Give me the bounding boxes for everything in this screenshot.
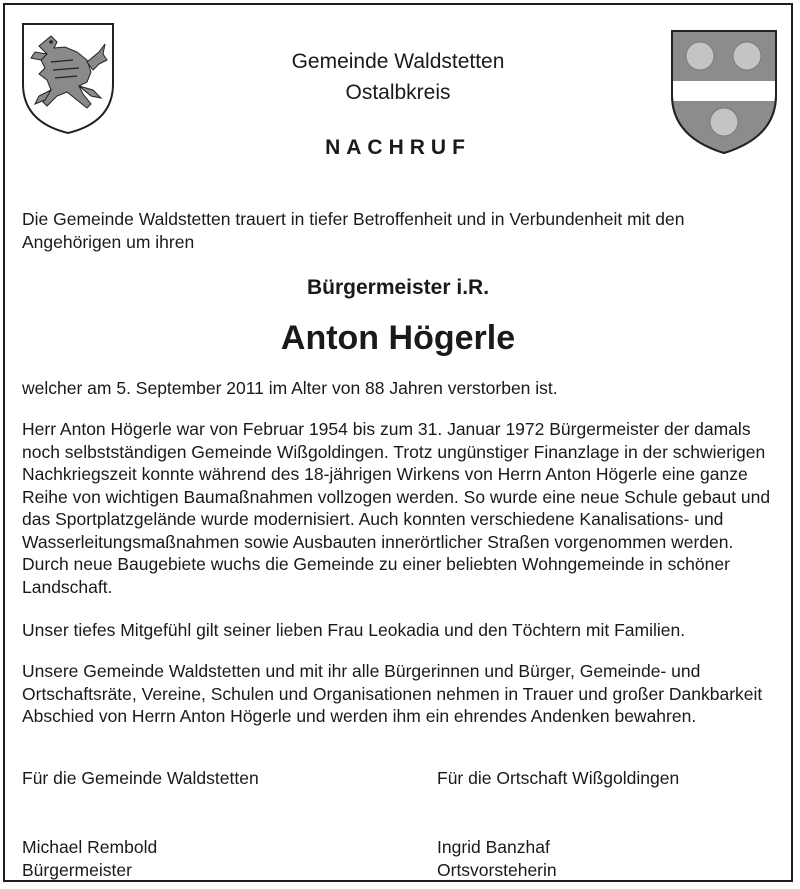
obituary-notice bbox=[3, 3, 793, 882]
signature-left-organization: Für die Gemeinde Waldstetten bbox=[22, 768, 259, 788]
deceased-name: Anton Högerle bbox=[280, 319, 516, 357]
page-title: NACHRUF bbox=[325, 136, 471, 159]
deceased-title: Bürgermeister i.R. bbox=[306, 276, 490, 299]
farewell-paragraph: Unsere Gemeinde Waldstetten und mit ihr alle Bürgerinnen und Bürger, Gemeinde- und Ortschaftsräte, Vereine, Schulen und Organisationen nehmen in Trauer und großer Dankbarkeit Abschied von Herrn Anton Högerle und werden ihm ein ehrendes Andenken bewahren. bbox=[22, 661, 763, 726]
intro-paragraph: Die Gemeinde Waldstetten trauert in tiefer Betroffenheit und in Verbundenheit mit den Angehörigen um ihren bbox=[22, 209, 685, 252]
signature-left-name: Michael Rembold bbox=[22, 837, 158, 857]
signature-left-role: Bürgermeister bbox=[22, 860, 132, 880]
signature-right-name: Ingrid Banzhaf bbox=[437, 837, 550, 857]
municipality-name: Gemeinde Waldstetten bbox=[291, 50, 505, 73]
signature-right-organization: Für die Ortschaft Wißgoldingen bbox=[437, 768, 680, 788]
biography-paragraph: Herr Anton Högerle war von Februar 1954 bis zum 31. Januar 1972 Bürgermeister der damals noch selbstständigen Gemeinde Wißgoldingen. Trotz ungünstiger Finanzlage in der schwierigen Nachkriegszeit konnte während des 18-jährigen Wirkens von Herrn Anton Högerle eine ganze Reihe von wichtigen Baumaßnahmen vollzogen werden. So wurde eine neue Schule gebaut und das Sportplatzgelände wurde modernisiert. Auch konnten verschiedene Kanalisations- und Wasserleitungsmaßnahmen sowie Ausbauten innerörtlicher Straßen vorgenommen werden. Durch neue Baugebiete wuchs die Gemeinde zu einer beliebten Wohngemeinde in schöner Landschaft. bbox=[22, 419, 771, 597]
signature-right-role: Ortsvorsteherin bbox=[437, 860, 557, 880]
sympathy-paragraph: Unser tiefes Mitgefühl gilt seiner lieben Frau Leokadia und den Töchtern mit Familien. bbox=[22, 620, 686, 640]
district-name: Ostalbkreis bbox=[345, 81, 451, 104]
lion-coat-of-arms-icon bbox=[21, 22, 115, 135]
death-date-paragraph: welcher am 5. September 2011 im Alter von 88 Jahren verstorben ist. bbox=[22, 378, 558, 398]
